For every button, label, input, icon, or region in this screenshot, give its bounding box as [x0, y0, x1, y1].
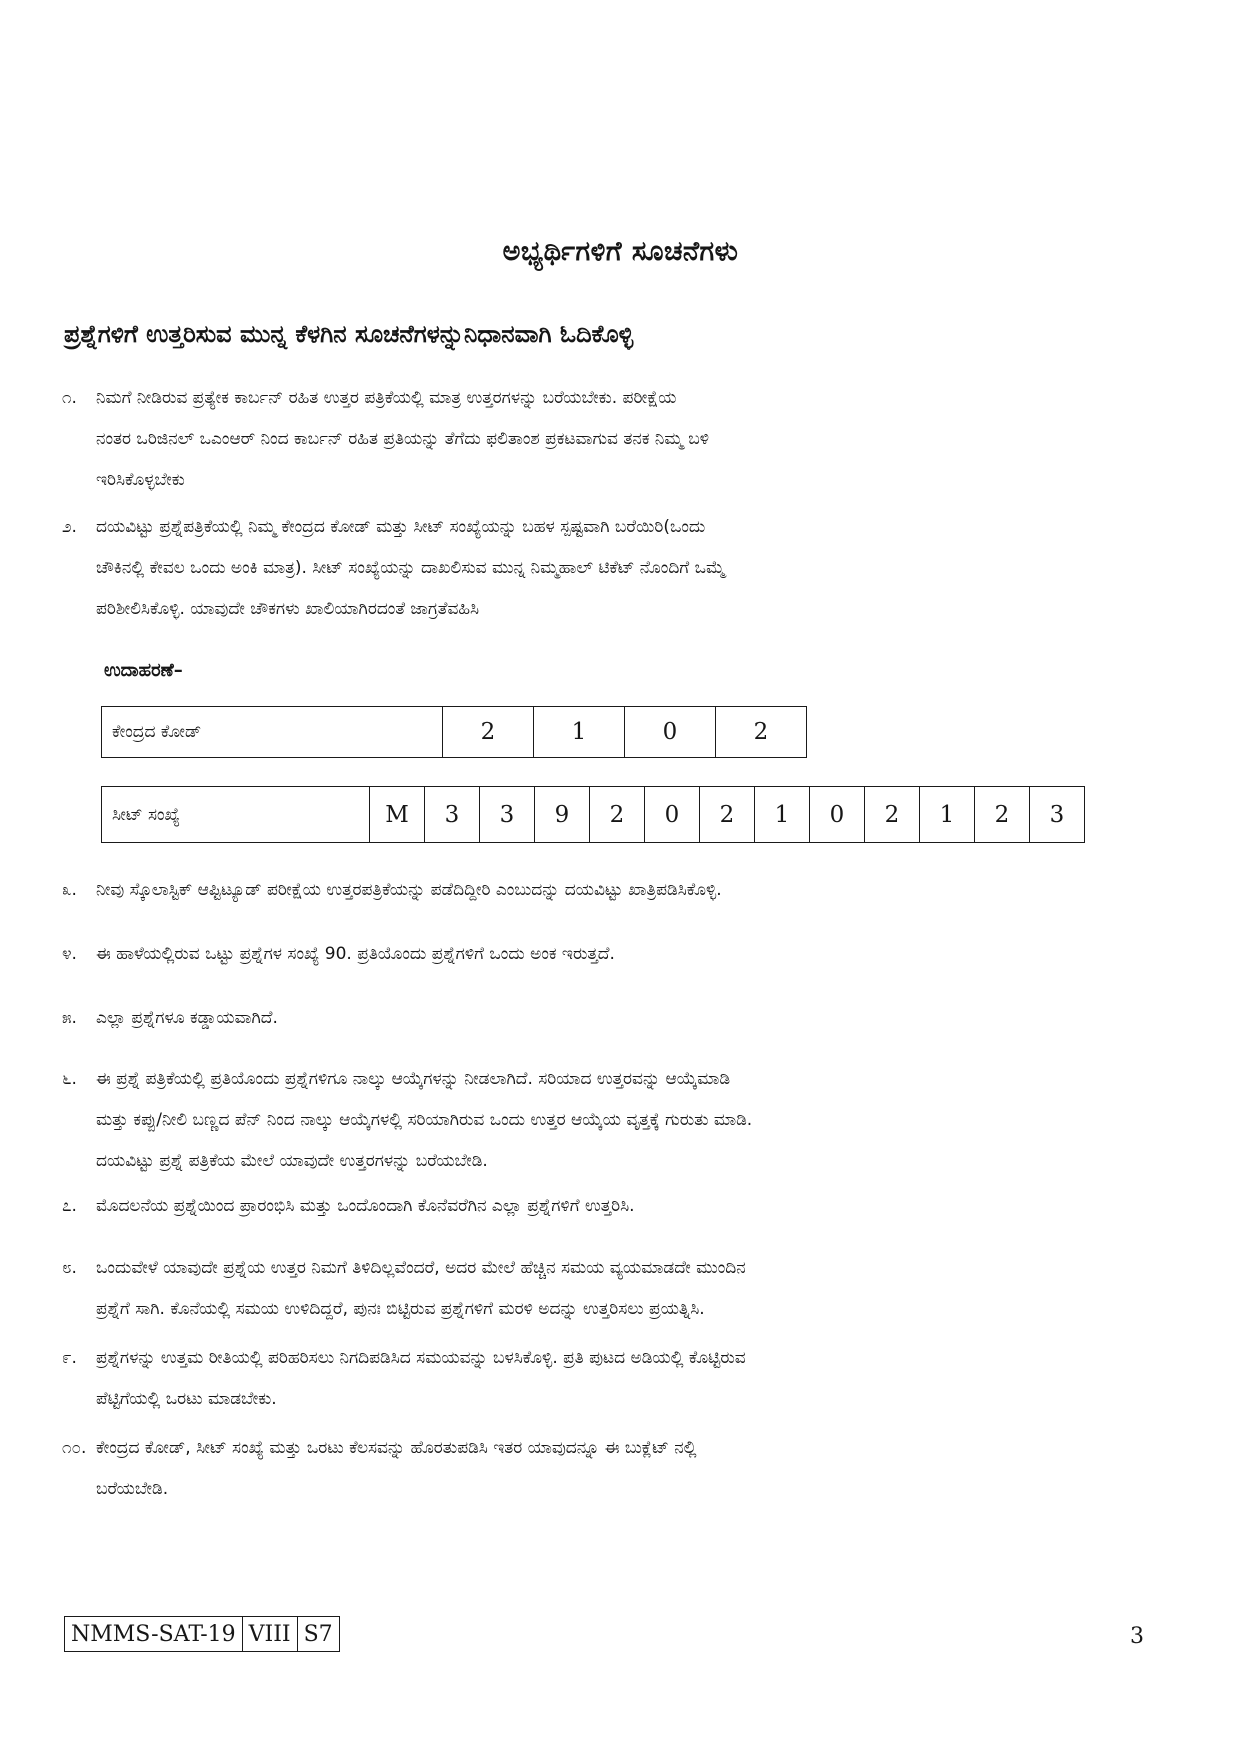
page-number: 3 — [1130, 1624, 1144, 1649]
instruction-item-6 — [62, 1059, 1172, 1182]
seat-number-digit: 1 — [755, 787, 810, 843]
seat-number-digit: 0 — [810, 787, 865, 843]
instruction-line: ಮೊದಲನೆಯ ಪ್ರಶ್ನೆಯಿಂದ ಪ್ರಾರಂಭಿಸಿ ಮತ್ತು ಒಂದೊಂದಾಗಿ ಕೊನೆವರೆಗಿನ ಎಲ್ಲಾ ಪ್ರಶ್ನೆಗಳಿಗೆ ಉತ್ತರಿಸಿ. — [96, 1196, 635, 1216]
instruction-item-5 — [62, 998, 1172, 1039]
seat-number-digit: 2 — [975, 787, 1030, 843]
footer-code-box — [64, 1616, 340, 1652]
seat-number-table — [101, 786, 1085, 843]
seat-number-digit: 2 — [865, 787, 920, 843]
instruction-number: ೧೦. — [62, 1438, 87, 1458]
instruction-line: ದಯವಿಟ್ಟು ಪ್ರಶ್ನೆ ಪತ್ರಿಕೆಯ ಮೇಲೆ ಯಾವುದೇ ಉತ್ತರಗಳನ್ನು ಬರೆಯಬೇಡಿ. — [96, 1151, 488, 1171]
seat-number-digit: 0 — [645, 787, 700, 843]
instruction-line: ದಯವಿಟ್ಟು ಪ್ರಶ್ನೆಪತ್ರಿಕೆಯಲ್ಲಿ ನಿಮ್ಮ ಕೇಂದ್ರದ ಕೋಡ್ ಮತ್ತು ಸೀಟ್ ಸಂಖ್ಯೆಯನ್ನು ಬಹಳ ಸ್ಪಷ್ಟವಾಗಿ ಬರೆಯಿರಿ(ಒಂದು — [96, 517, 706, 537]
seat-number-digit: 3 — [480, 787, 535, 843]
instruction-line: ಚೌಕಿನಲ್ಲಿ ಕೇವಲ ಒಂದು ಅಂಕಿ ಮಾತ್ರ). ಸೀಟ್ ಸಂಖ್ಯೆಯನ್ನು ದಾಖಲಿಸುವ ಮುನ್ನ ನಿಮ್ಮಹಾಲ್ ಟಿಕೆಟ್ ನೊಂದಿಗೆ ಒಮ್ಮೆ — [96, 558, 726, 578]
center-code-digit: 1 — [534, 707, 625, 758]
instruction-line: ಬರೆಯಬೇಡಿ. — [96, 1479, 169, 1499]
instruction-item-2 — [62, 507, 1172, 630]
instruction-line: ನೀವು ಸ್ಕೊಲಾಸ್ಟಿಕ್ ಆಪ್ಟಿಟ್ಯೂಡ್ ಪರೀಕ್ಷೆಯ ಉತ್ತರಪತ್ರಿಕೆಯನ್ನು ಪಡೆದಿದ್ದೀರಿ ಎಂಬುದನ್ನು ದಯವಿಟ್ಟು ಖಾತ್ರಿಪಡಿಸಿಕೊಳ್ಳಿ. — [96, 880, 722, 900]
instruction-item-3 — [62, 870, 1172, 911]
instruction-line: ಪೆಟ್ಟಿಗೆಯಲ್ಲಿ ಒರಟು ಮಾಡಬೇಕು. — [96, 1389, 277, 1409]
instruction-number: ೪. — [62, 944, 77, 964]
instruction-line: ಈ ಪ್ರಶ್ನೆ ಪತ್ರಿಕೆಯಲ್ಲಿ ಪ್ರತಿಯೊಂದು ಪ್ರಶ್ನೆಗಳಿಗೂ ನಾಲ್ಕು ಆಯ್ಕೆಗಳನ್ನು ನೀಡಲಾಗಿದೆ. ಸರಿಯಾದ ಉತ್ತರವನ್ನು ಆಯ್ಕೆಮಾಡಿ — [96, 1069, 731, 1089]
center-code-digit: 2 — [443, 707, 534, 758]
instruction-item-7 — [62, 1186, 1172, 1227]
center-code-table — [101, 706, 807, 758]
instruction-number: ೩. — [62, 880, 77, 900]
footer-class-code: VIII — [242, 1617, 297, 1652]
seat-number-digit: 1 — [920, 787, 975, 843]
instruction-number: ೧. — [62, 388, 77, 408]
seat-number-digit: M — [370, 787, 425, 843]
example-label: ಉದಾಹರಣೆ– — [104, 660, 183, 681]
instruction-item-8 — [62, 1248, 1172, 1330]
seat-number-digit: 2 — [590, 787, 645, 843]
seat-number-digit: 2 — [700, 787, 755, 843]
center-code-digit: 2 — [716, 707, 807, 758]
center-code-digit: 0 — [625, 707, 716, 758]
instruction-line: ನಂತರ ಒರಿಜಿನಲ್ ಒಎಂಆರ್ ನಿಂದ ಕಾರ್ಬನ್ ರಹಿತ ಪ್ರತಿಯನ್ನು ತೆಗೆದು ಫಲಿತಾಂಶ ಪ್ರಕಟವಾಗುವ ತನಕ ನಿಮ್ಮ ಬಳಿ — [96, 429, 709, 449]
instruction-number: ೨. — [62, 517, 77, 537]
instruction-item-9 — [62, 1338, 1172, 1420]
page-title: ಅಭ್ಯರ್ಥಿಗಳಿಗೆ ಸೂಚನೆಗಳು — [502, 236, 739, 267]
instruction-line: ಇರಿಸಿಕೊಳ್ಳಬೇಕು — [96, 470, 185, 490]
instruction-line: ಪ್ರಶ್ನೆಗಳನ್ನು ಉತ್ತಮ ರೀತಿಯಲ್ಲಿ ಪರಿಹರಿಸಲು ನಿಗದಿಪಡಿಸಿದ ಸಮಯವನ್ನು ಬಳಸಿಕೊಳ್ಳಿ. ಪ್ರತಿ ಪುಟದ ಅಡಿಯಲ್ಲಿ ಕೊಟ್ಟಿರುವ — [96, 1348, 746, 1368]
instruction-line: ಪರಿಶೀಲಿಸಿಕೊಳ್ಳಿ. ಯಾವುದೇ ಚೌಕಗಳು ಖಾಲಿಯಾಗಿರದಂತೆ ಜಾಗ್ರತೆವಹಿಸಿ — [96, 599, 480, 619]
footer-set-code: S7 — [297, 1617, 339, 1652]
center-code-label: ಕೇಂದ್ರದ ಕೋಡ್ — [102, 707, 443, 758]
instruction-line: ಕೇಂದ್ರದ ಕೋಡ್, ಸೀಟ್ ಸಂಖ್ಯೆ ಮತ್ತು ಒರಟು ಕೆಲಸವನ್ನು ಹೊರತುಪಡಿಸಿ ಇತರ ಯಾವುದನ್ನೂ ಈ ಬುಕ್ಲೆಟ್ ನಲ್ಲಿ — [96, 1438, 697, 1458]
instruction-line: ಈ ಹಾಳೆಯಲ್ಲಿರುವ ಒಟ್ಟು ಪ್ರಶ್ನೆಗಳ ಸಂಖ್ಯೆ 90. ಪ್ರತಿಯೊಂದು ಪ್ರಶ್ನೆಗಳಿಗೆ ಒಂದು ಅಂಕ ಇರುತ್ತದೆ. — [96, 944, 615, 964]
instruction-item-1 — [62, 378, 1172, 501]
instruction-item-4 — [62, 934, 1172, 975]
instruction-line: ನಿಮಗೆ ನೀಡಿರುವ ಪ್ರತ್ಯೇಕ ಕಾರ್ಬನ್ ರಹಿತ ಉತ್ತರ ಪತ್ರಿಕೆಯಲ್ಲಿ ಮಾತ್ರ ಉತ್ತರಗಳನ್ನು ಬರೆಯಬೇಕು. ಪರೀಕ್ಷೆಯ — [96, 388, 677, 408]
instruction-number: ೬. — [62, 1069, 77, 1089]
instruction-line: ಪ್ರಶ್ನೆಗೆ ಸಾಗಿ. ಕೊನೆಯಲ್ಲಿ ಸಮಯ ಉಳಿದಿದ್ದರೆ, ಪುನಃ ಬಿಟ್ಟಿರುವ ಪ್ರಶ್ನೆಗಳಿಗೆ ಮರಳಿ ಅದನ್ನು ಉತ್ತರಿಸಲು ಪ್ರಯತ್ನಿಸಿ. — [96, 1299, 705, 1319]
seat-number-digit: 3 — [1030, 787, 1085, 843]
footer-exam-code: NMMS-SAT-19 — [65, 1617, 243, 1652]
instruction-number: ೯. — [62, 1348, 77, 1368]
instruction-line: ಒಂದುವೇಳೆ ಯಾವುದೇ ಪ್ರಶ್ನೆಯ ಉತ್ತರ ನಿಮಗೆ ತಿಳಿದಿಲ್ಲವೆಂದರೆ, ಅದರ ಮೇಲೆ ಹೆಚ್ಚಿನ ಸಮಯ ವ್ಯಯಮಾಡದೇ ಮುಂದಿನ — [96, 1258, 746, 1278]
instruction-item-10 — [62, 1428, 1172, 1510]
instruction-line: ಮತ್ತು ಕಪ್ಪು/ನೀಲಿ ಬಣ್ಣದ ಪೆನ್ ನಿಂದ ನಾಲ್ಕು ಆಯ್ಕೆಗಳಲ್ಲಿ ಸರಿಯಾಗಿರುವ ಒಂದು ಉತ್ತರ ಆಯ್ಕೆಯ ವೃತ್ತಕ್ಕೆ ಗುರುತು ಮಾಡಿ. — [96, 1110, 753, 1130]
instruction-number: ೭. — [62, 1196, 77, 1216]
page-subtitle: ಪ್ರಶ್ನೆಗಳಿಗೆ ಉತ್ತರಿಸುವ ಮುನ್ನ ಕೆಳಗಿನ ಸೂಚನೆಗಳನ್ನುನಿಧಾನವಾಗಿ ಓದಿಕೊಳ್ಳಿ — [64, 320, 634, 348]
seat-number-digit: 3 — [425, 787, 480, 843]
instruction-number: ೫. — [62, 1008, 77, 1028]
seat-number-label: ಸೀಟ್ ಸಂಖ್ಯೆ — [102, 787, 370, 843]
instruction-number: ೮. — [62, 1258, 77, 1278]
instruction-line: ಎಲ್ಲಾ ಪ್ರಶ್ನೆಗಳೂ ಕಡ್ಡಾಯವಾಗಿದೆ. — [96, 1008, 278, 1028]
seat-number-digit: 9 — [535, 787, 590, 843]
